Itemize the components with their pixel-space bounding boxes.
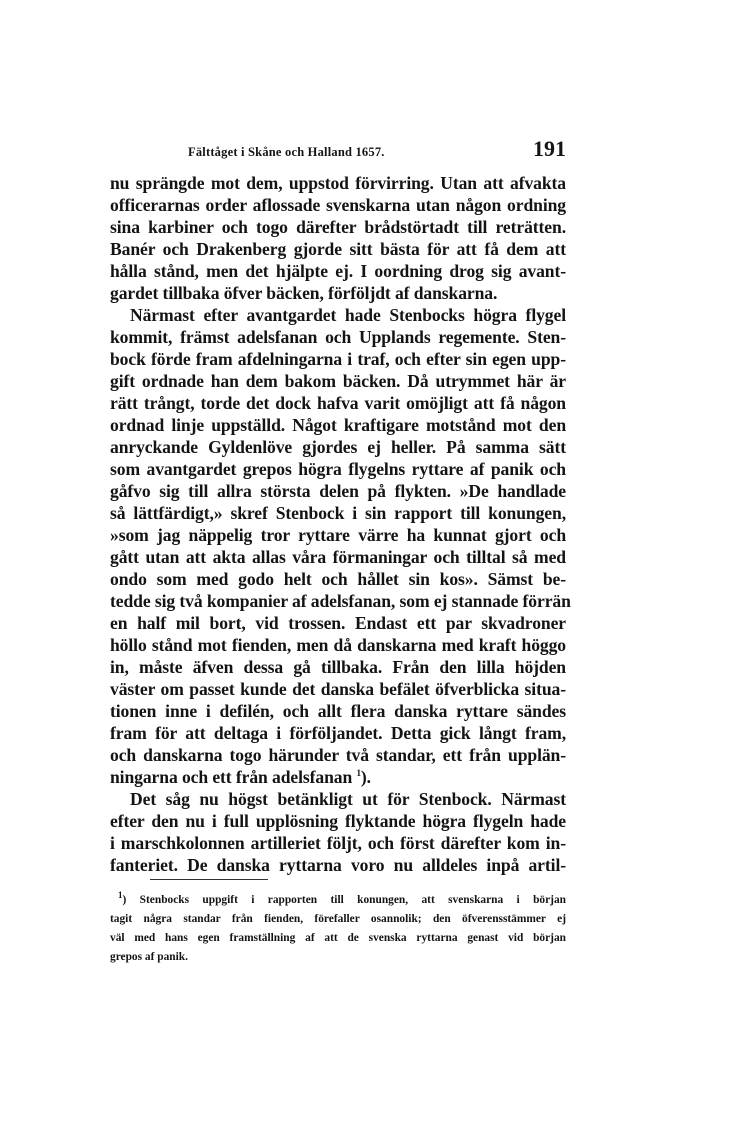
text-line: tionen inne i defilén, och allt flera danska ryttare sändes [110, 701, 566, 721]
body-text [110, 172, 571, 876]
text-line: Banér och Drakenberg gjorde sitt bästa för att få dem att [110, 239, 566, 259]
text-line: rätt trångt, torde det dock hafva varit omöjligt att få någon [110, 393, 566, 413]
footnote-line: tagit några standar från fienden, förefaller osannolik; den öfverensstämmer ej [110, 913, 566, 925]
text-line: som avantgardet grepos högra flygelns ryttare af panik och [110, 459, 566, 479]
text-line: väster om passet kunde det danska befälet öfverblicka situa- [110, 679, 566, 699]
text-line: gardet tillbaka öfver bäcken, förföljdt af danskarna. [110, 283, 498, 303]
text-line: bock förde fram afdelningarna i traf, och efter sin egen upp- [110, 349, 566, 369]
footnote [110, 891, 566, 967]
text-line-with-footnote-ref [110, 766, 566, 788]
text-line: Närmast efter avantgardet hade Stenbocks högra flygel [130, 305, 566, 325]
text-line: sina karbiner och togo därefter brådstörtadt till reträtten. [110, 217, 566, 237]
footnote-ref-suffix: ). [360, 767, 371, 787]
footnote-divider [150, 879, 268, 880]
text-line: kommit, främst adelsfanan och Upplands regemente. Sten- [110, 327, 566, 347]
text-line: i marschkolonnen artilleriet följt, och först därefter kom in- [110, 833, 566, 853]
running-head [110, 136, 566, 166]
page-number: 191 [533, 136, 566, 161]
text-line: gått utan att akta allas våra förmaningar och tilltal så med [110, 547, 566, 567]
text-line: hålla stånd, men det hjälpte ej. I oordning drog sig avant- [110, 261, 566, 281]
text-line: anryckande Gyldenlöve gjordes ej heller. På samma sätt [110, 437, 566, 457]
text-line: officerarnas order aflossade svenskarna utan någon ordning [110, 195, 566, 215]
footnote-ref-marker: 1 [356, 768, 361, 779]
text-line: Det såg nu högst betänkligt ut för Stenbock. Närmast [130, 789, 566, 809]
text-line: höllo stånd mot fienden, men då danskarna med kraft höggo [110, 635, 566, 655]
footnote-line-content: Stenbocks uppgift i rapporten till konungen, att svenskarna i början [139, 894, 566, 906]
text-line: en half mil bort, vid trossen. Endast ett par skvadroner [110, 613, 566, 633]
text-line-content: ningarna och ett från adelsfanan [110, 767, 353, 787]
text-line: fanteriet. De danska ryttarna voro nu alldeles inpå artil- [110, 855, 566, 875]
text-line: och danskarna togo härunder två standar, ett från upplän- [110, 745, 566, 765]
text-line: gift ordnade han dem bakom bäcken. Då utrymmet här är [110, 371, 566, 391]
text-line: efter den nu i full upplösning flyktande högra flygeln hade [110, 811, 566, 831]
text-line: gåfvo sig till allra största delen på flykten. »De handlade [110, 481, 566, 501]
footnote-line: grepos af panik. [110, 951, 188, 963]
text-line: »som jag näppelig tror ryttare värre ha kunnat gjort och [110, 525, 566, 545]
footnote-marker: 1 [118, 890, 123, 901]
text-line: ondo som med godo helt och hållet sin kos». Sämst be- [110, 569, 566, 589]
footnote-line [110, 891, 566, 910]
footnote-marker-suffix: ) [122, 894, 127, 906]
text-line: nu sprängde mot dem, uppstod förvirring. Utan att afvakta [110, 173, 566, 193]
text-line: in, måste äfven dessa gå tillbaka. Från den lilla höjden [110, 657, 566, 677]
text-line: tedde sig två kompanier af adelsfanan, som ej stannade förrän [110, 591, 571, 611]
text-line: ordnad linje uppställd. Något kraftigare motstånd mot den [110, 415, 566, 435]
footnote-line: väl med hans egen framställning af att de svenska ryttarna genast vid början [110, 932, 566, 944]
text-line: så lättfärdigt,» skref Stenbock i sin rapport till konungen, [110, 503, 566, 523]
running-title: Fälttåget i Skåne och Halland 1657. [188, 145, 385, 159]
text-line: fram för att deltaga i förföljandet. Detta gick långt fram, [110, 723, 566, 743]
